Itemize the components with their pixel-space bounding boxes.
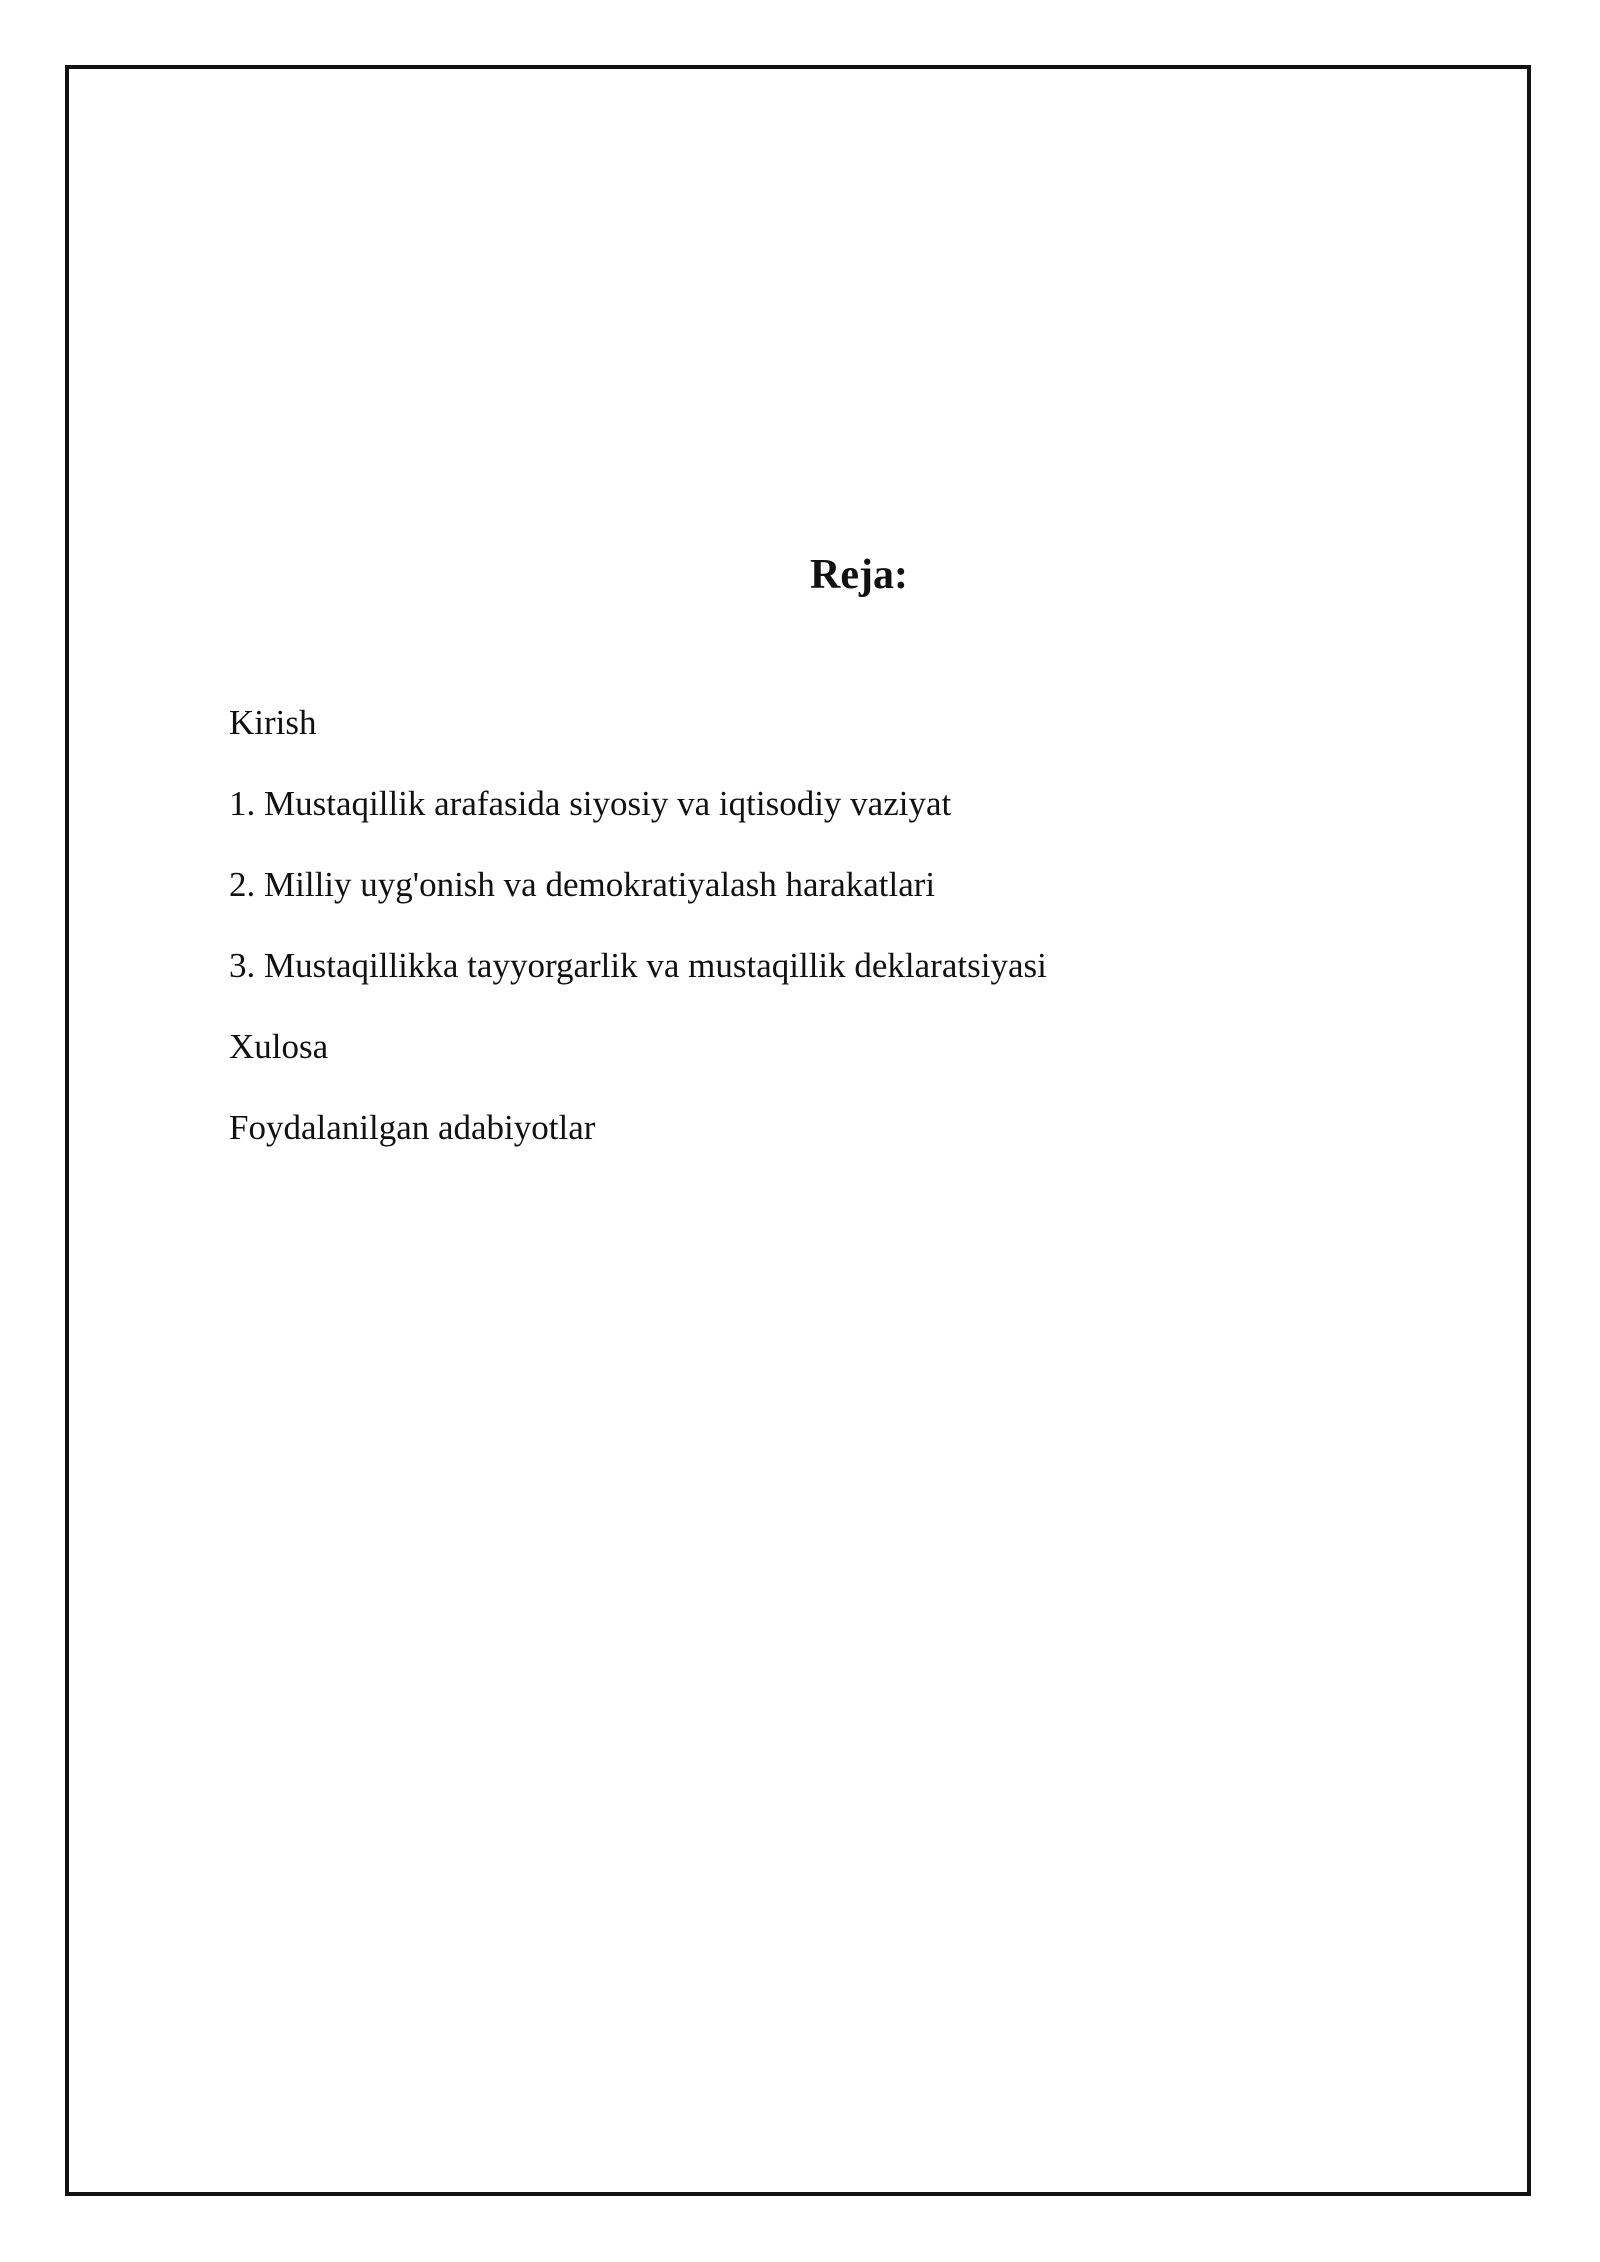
plan-title: Reja:	[810, 552, 908, 598]
plan-item-introduction: Kirish	[229, 703, 317, 742]
plan-item-conclusion: Xulosa	[229, 1027, 329, 1066]
plan-item-3: 3. Mustaqillikka tayyorgarlik va mustaqillik deklaratsiyasi	[229, 946, 1047, 985]
plan-item-references: Foydalanilgan adabiyotlar	[229, 1108, 596, 1147]
plan-list	[229, 698, 1047, 1184]
plan-item-2: 2. Milliy uyg'onish va demokratiyalash harakatlari	[229, 865, 936, 904]
plan-item-1: 1. Mustaqillik arafasida siyosiy va iqtisodiy vaziyat	[229, 784, 952, 823]
